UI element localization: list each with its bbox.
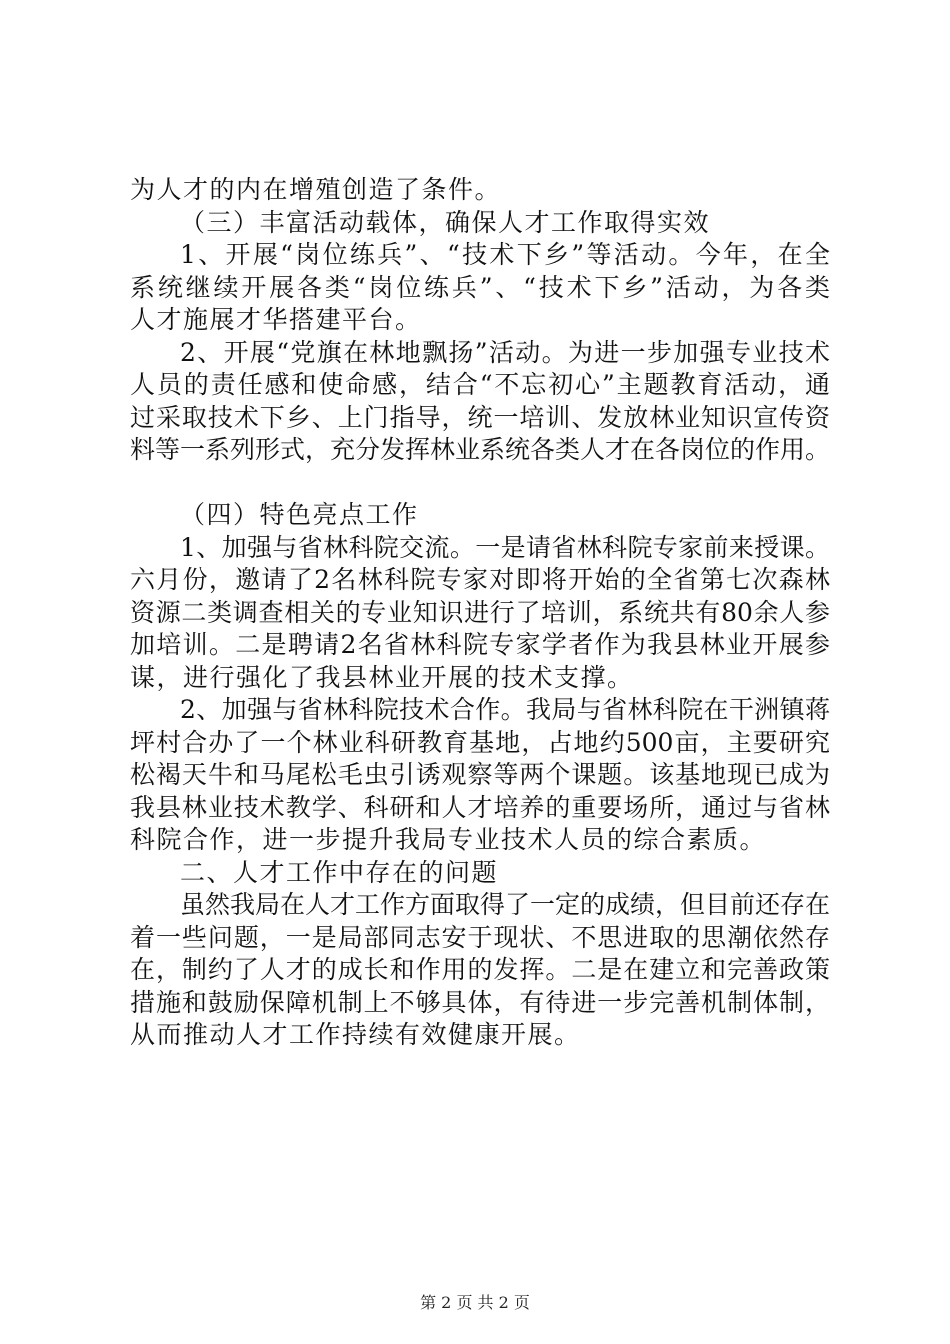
body-line: 谋，进行强化了我县林业开展的技术支撑。 bbox=[130, 662, 634, 692]
body-line: 1、加强与省林科院交流。一是请省林科院专家前来授课。 bbox=[180, 532, 830, 562]
document-body bbox=[130, 174, 830, 1052]
body-line: 过采取技术下乡、上门指导，统一培训、发放林业知识宣传资 bbox=[130, 402, 830, 432]
body-line: 料等一系列形式，充分发挥林业系统各类人才在各岗位的作用。 bbox=[130, 435, 831, 464]
body-line: 从而推动人才工作持续有效健康开展。 bbox=[130, 1020, 581, 1049]
body-line: 加培训。二是聘请2名省林科院专家学者作为我县林业开展参 bbox=[130, 630, 830, 659]
body-line: 2、加强与省林科院技术合作。我局与省林科院在干洲镇蒋 bbox=[180, 695, 830, 724]
body-line: 1、开展“岗位练兵”、“技术下乡”等活动。今年，在全 bbox=[180, 240, 830, 269]
body-line: 系统继续开展各类“岗位练兵”、“技术下乡”活动，为各类 bbox=[130, 272, 830, 302]
body-line: 在，制约了人才的成长和作用的发挥。二是在建立和完善政策 bbox=[130, 955, 830, 984]
section-heading-2: 二、人才工作中存在的问题 bbox=[180, 857, 499, 887]
section-heading-4: （四）特色亮点工作 bbox=[180, 500, 419, 529]
body-line: 虽然我局在人才工作方面取得了一定的成绩，但目前还存在 bbox=[180, 890, 831, 919]
body-line: 措施和鼓励保障机制上不够具体，有待进一步完善机制体制， bbox=[130, 987, 830, 1017]
body-line: 坪村合办了一个林业科研教育基地，占地约500亩，主要研究 bbox=[130, 727, 830, 757]
body-line: 着一些问题，一是局部同志安于现状、不思进取的思潮依然存 bbox=[130, 922, 830, 952]
paragraph-gap bbox=[130, 467, 830, 500]
body-line: 为人才的内在增殖创造了条件。 bbox=[130, 175, 502, 204]
section-heading-3: （三）丰富活动载体，确保人才工作取得实效 bbox=[180, 207, 711, 237]
body-line: 人员的责任感和使命感，结合“不忘初心”主题教育活动，通 bbox=[130, 370, 830, 399]
body-line: 2、开展“党旗在林地飘扬”活动。为进一步加强专业技术 bbox=[180, 337, 830, 367]
body-line: 松褐天牛和马尾松毛虫引诱观察等两个课题。该基地现已成为 bbox=[130, 760, 830, 789]
body-line: 人才施展才华搭建平台。 bbox=[130, 305, 422, 334]
body-line: 我县林业技术教学、科研和人才培养的重要场所，通过与省林 bbox=[130, 792, 830, 822]
body-line: 科院合作，进一步提升我局专业技术人员的综合素质。 bbox=[130, 825, 767, 854]
page-footer: 第 2 页 共 2 页 bbox=[420, 1293, 530, 1312]
body-line: 资源二类调查相关的专业知识进行了培训，系统共有80余人参 bbox=[130, 597, 830, 627]
body-line: 六月份，邀请了2名林科院专家对即将开始的全省第七次森林 bbox=[130, 565, 830, 594]
